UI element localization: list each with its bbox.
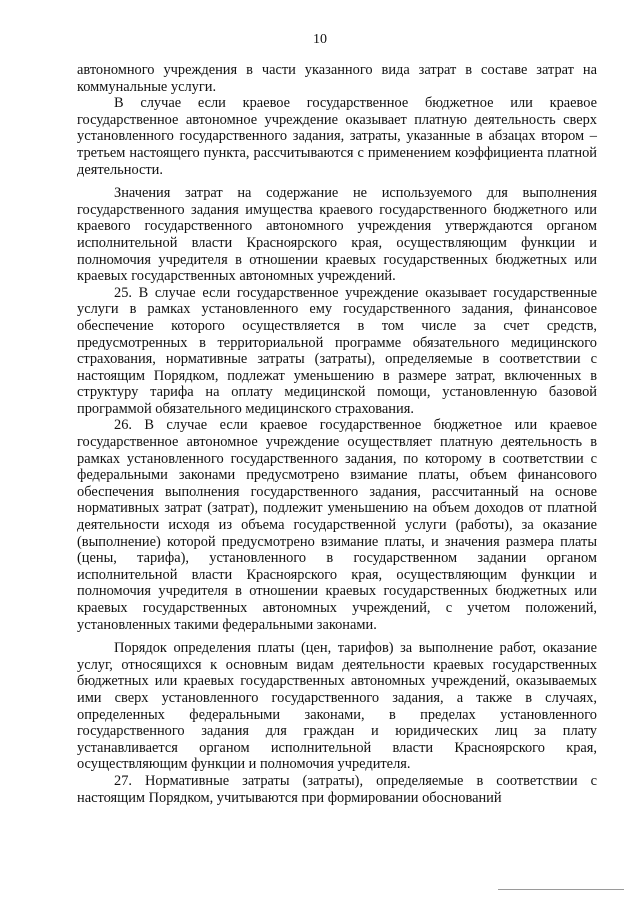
paragraph-fee-determination: Порядок определения платы (цен, тарифов) за выполнение работ, оказание услуг, относящихся к основным видам деятельности краевых государственных бюджетных или краевых государственных автономных учреждений, оказываемых ими сверх установленного государственного задания, а также в случаях, определенных федеральными законами, в пределах установленного государственного задания для граждан и юридических лиц за плату устанавливается органом исполнительной власти Красноярского края, осуществляющим функции и полномочия учредителя. (77, 640, 597, 773)
paragraph-clause-25: 25. В случае если государственное учреждение оказывает государственные услуги в рамках установленного ему государственного задания, финансовое обеспечение которого осуществляется в том числе за счет средств, предусмотренных в территориальной программе обязательного медицинского страхования, нормативные затраты (затраты), определяемые в соответствии с настоящим Порядком, подлежат уменьшению в размере затрат, включенных в структуру тарифа на оплату медицинской помощи, установленную базовой программой обязательного медицинского страхования. (77, 284, 597, 417)
scan-edge-line (498, 889, 624, 890)
page-number: 10 (313, 32, 327, 47)
paragraph-continuation: автономного учреждения в части указанного вида затрат в составе затрат на коммунальные услуги. (77, 62, 597, 95)
document-body (77, 62, 597, 806)
paragraph-paid-activity-coefficient: В случае если краевое государственное бюджетное или краевое государственное автономное учреждение оказывает платную деятельность сверх установленного государственного задания, затраты, указанные в абзацах втором – третьем настоящего пункта, рассчитываются с применением коэффициента платной деятельности. (77, 95, 597, 178)
paragraph-clause-27: 27. Нормативные затраты (затраты), определяемые в соответствии с настоящим Порядком, учитываются при формировании обоснований (77, 772, 597, 806)
paragraph-clause-26: 26. В случае если краевое государственное бюджетное или краевое государственное автономное учреждение осуществляет платную деятельность в рамках установленного государственного задания, по которому в соответствии с федеральными законами предусмотрено взимание платы, объем финансового обеспечения выполнения государственного задания, рассчитанный на основе нормативных затрат (затрат), подлежит уменьшению на объем доходов от платной деятельности исходя из объема государственной услуги (работы), за оказание (выполнение) которой предусмотрено взимание платы, и значения размера платы (цены, тарифа), установленного в государственном задании органом исполнительной власти Красноярского края, осуществляющим функции и полномочия учредителя в отношении краевых государственных бюджетных или краевых государственных автономных учреждений, с учетом положений, установленных такими федеральными законами. (77, 417, 597, 633)
paragraph-unused-property-costs: Значения затрат на содержание не используемого для выполнения государственного задания имущества краевого государственного бюджетного или краевого государственного автономного учреждения утверждаются органом исполнительной власти Красноярского края, осуществляющим функции и полномочия учредителя в отношении краевых государственных бюджетных или краевых государственных автономных учреждений. (77, 185, 597, 285)
